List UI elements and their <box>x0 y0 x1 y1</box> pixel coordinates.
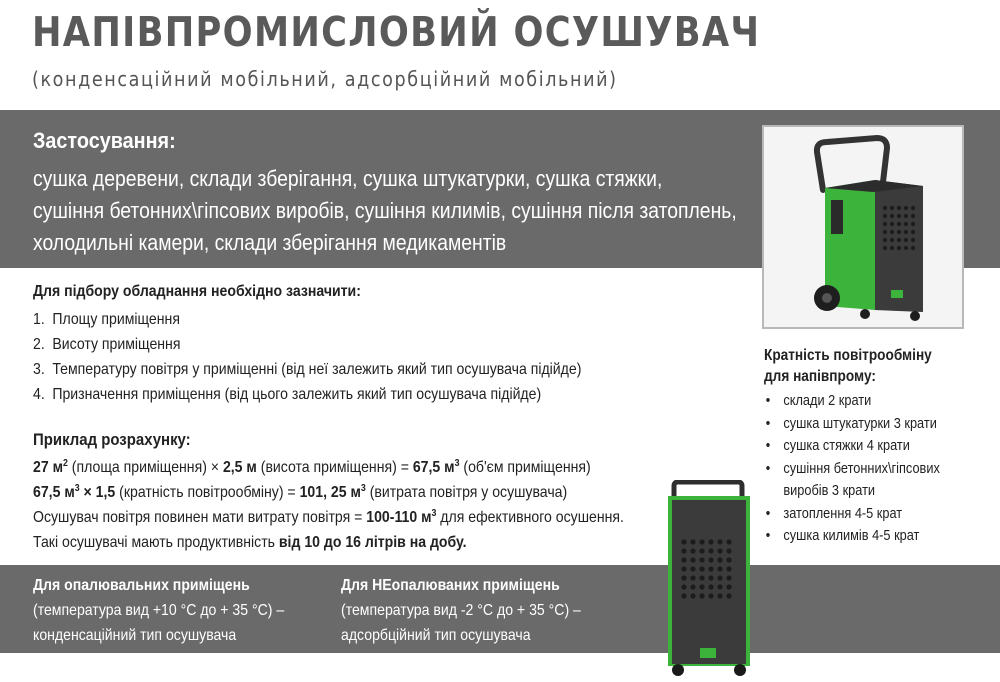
heated-rooms-block: Для опалювальних приміщень (температура вид +10 °С до + 35 °С) – конденсаційний тип осушувача <box>33 573 284 648</box>
selection-list <box>33 307 581 407</box>
list-item: 4. Призначення приміщення (від цього залежить який тип осушувача підійде) <box>33 386 542 403</box>
example-line: 67,5 $м^3 \times 1,5$ (кратність повітрообміну) = 101, 25 $м^3$ (витрата повітря у осушувача) <box>33 483 568 501</box>
list-item: 2. Висоту приміщення <box>33 336 181 353</box>
list-item: • сушка штукатурки 3 крати <box>764 413 958 436</box>
dehumidifier-image-large <box>795 130 935 324</box>
example-line: Такі осушувачі мають продуктивність від 10 до 16 літрів на добу. <box>33 534 467 551</box>
example-heading: Приклад розрахунку: <box>33 430 191 449</box>
application-line: холодильні камери, склади зберігання медикаментів <box>33 230 507 255</box>
air-exchange-list <box>764 390 958 548</box>
unheated-rooms-block: Для НЕопалюваних приміщень (температура вид -2 °С до + 35 °С) – адсорбційний тип осушувача <box>341 573 581 648</box>
dehumidifier-image-small <box>660 480 760 680</box>
example-calculation <box>33 455 624 555</box>
selection-heading: Для підбору обладнання необхідно зазначити: <box>33 283 361 300</box>
heated-rooms-heading: Для опалювальних приміщень <box>33 577 250 594</box>
air-exchange-heading: Кратність повітрообміну для напівпрому: <box>764 347 932 385</box>
list-item: • затоплення 4-5 крат <box>764 503 958 526</box>
list-item: 3. Температуру повітря у приміщенні (від неї залежить який тип осушувача підійде) <box>33 361 582 378</box>
application-heading: Застосування: <box>33 128 176 153</box>
example-line: 27 $м^2$ (площа приміщення) × 2,5 м (висота приміщення) = 67,5 $м^3$ (об'єм приміщення) <box>33 458 591 476</box>
list-item: • сушка килимів 4-5 крат <box>764 525 958 548</box>
unheated-rooms-heading: Для НЕопалюваних приміщень <box>341 577 560 594</box>
application-line: сушка деревени, склади зберігання, сушка штукатурки, сушка стяжки, <box>33 166 663 191</box>
list-item: • сушіння бетонних\гіпсових виробів 3 крати <box>764 458 958 503</box>
page-subtitle: (конденсаційний мобільний, адсорбційний мобільний) <box>32 67 618 91</box>
application-line: сушіння бетонних\гіпсових виробів, сушіння килимів, сушіння після затоплень, <box>33 198 737 223</box>
list-item: 1. Площу приміщення <box>33 311 180 328</box>
list-item: • сушка стяжки 4 крати <box>764 435 958 458</box>
page-title: НАПІВПРОМИСЛОВИЙ ОСУШУВАЧ <box>32 8 761 56</box>
example-line: Осушувач повітря повинен мати витрату повітря = 100-110 $м^3$ для ефективного осушення. <box>33 508 624 526</box>
application-text <box>33 163 737 259</box>
list-item: • склади 2 крати <box>764 390 958 413</box>
